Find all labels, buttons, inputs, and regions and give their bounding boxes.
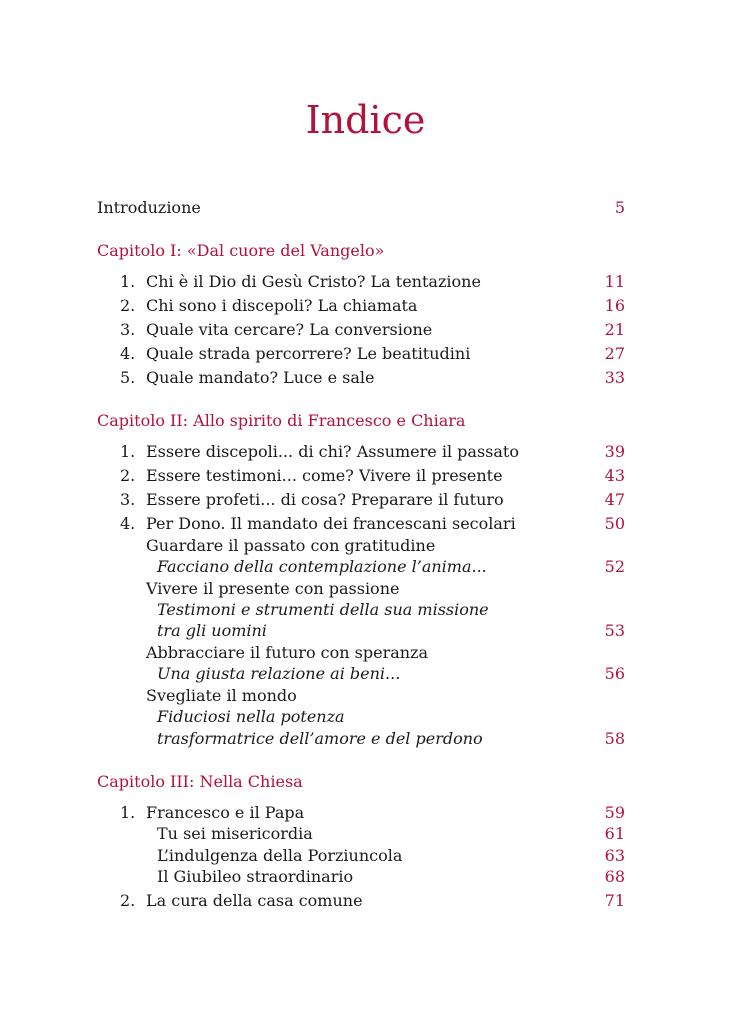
toc-page: 27 bbox=[604, 344, 625, 363]
toc-label: Il Giubileo straordinario bbox=[157, 867, 354, 886]
toc-page: 43 bbox=[604, 466, 625, 485]
toc-number: 2. bbox=[120, 466, 136, 485]
toc-page: 63 bbox=[604, 846, 625, 865]
toc-number: 5. bbox=[120, 368, 136, 387]
toc-page: 33 bbox=[604, 368, 625, 387]
toc-page: 58 bbox=[604, 729, 625, 748]
toc-entry[interactable] bbox=[0, 441, 731, 463]
toc-page: 61 bbox=[604, 824, 625, 843]
toc-entry[interactable] bbox=[0, 319, 731, 341]
toc-entry[interactable] bbox=[0, 513, 731, 535]
toc-subheading[interactable] bbox=[0, 578, 731, 600]
toc-subentry[interactable] bbox=[0, 620, 731, 642]
page-title: Indice bbox=[305, 98, 426, 142]
toc-label: Quale vita cercare? La conversione bbox=[146, 320, 433, 339]
toc-entry[interactable] bbox=[0, 489, 731, 511]
toc-number: 4. bbox=[120, 344, 136, 363]
toc-label: Essere profeti... di cosa? Preparare il futuro bbox=[146, 490, 504, 509]
toc-entry[interactable] bbox=[0, 890, 731, 912]
toc-page: 39 bbox=[604, 442, 625, 461]
toc-label: Quale mandato? Luce e sale bbox=[146, 368, 375, 387]
toc-label: tra gli uomini bbox=[157, 621, 267, 640]
toc-label: La cura della casa comune bbox=[146, 891, 363, 910]
toc-label: Chi sono i discepoli? La chiamata bbox=[146, 296, 418, 315]
toc-label: Per Dono. Il mandato dei francescani secolari bbox=[146, 514, 516, 533]
toc-number: 1. bbox=[120, 442, 136, 461]
toc-subheading[interactable] bbox=[0, 535, 731, 557]
toc-subentry[interactable] bbox=[0, 845, 731, 867]
toc-label: Guardare il passato con gratitudine bbox=[146, 536, 436, 555]
chapter-title: Capitolo II: Allo spirito di Francesco e Chiara bbox=[97, 411, 466, 430]
toc-label: Fiduciosi nella potenza bbox=[157, 707, 345, 726]
toc-subentry[interactable] bbox=[0, 599, 731, 621]
chapter-heading-2[interactable] bbox=[0, 410, 731, 432]
toc-subentry[interactable] bbox=[0, 556, 731, 578]
toc-entry[interactable] bbox=[0, 367, 731, 389]
chapter-heading-1[interactable] bbox=[0, 240, 731, 262]
toc-number: 4. bbox=[120, 514, 136, 533]
toc-label: Introduzione bbox=[97, 198, 201, 217]
toc-label: Quale strada percorrere? Le beatitudini bbox=[146, 344, 471, 363]
toc-entry[interactable] bbox=[0, 271, 731, 293]
chapter-title: Capitolo I: «Dal cuore del Vangelo» bbox=[97, 241, 385, 260]
toc-entry[interactable] bbox=[0, 343, 731, 365]
toc-number: 3. bbox=[120, 320, 136, 339]
toc-label: Vivere il presente con passione bbox=[146, 579, 400, 598]
toc-label: Abbracciare il futuro con speranza bbox=[146, 643, 429, 662]
toc-subentry[interactable] bbox=[0, 728, 731, 750]
toc-label: Chi è il Dio di Gesù Cristo? La tentazione bbox=[146, 272, 481, 291]
toc-label: Essere discepoli... di chi? Assumere il passato bbox=[146, 442, 519, 461]
toc-number: 3. bbox=[120, 490, 136, 509]
toc-label: Essere testimoni... come? Vivere il presente bbox=[146, 466, 503, 485]
toc-number: 1. bbox=[120, 803, 136, 822]
toc-page: 50 bbox=[604, 514, 625, 533]
toc-page: 47 bbox=[604, 490, 625, 509]
toc-page: 21 bbox=[604, 320, 625, 339]
toc-page: 11 bbox=[604, 272, 625, 291]
toc-subentry[interactable] bbox=[0, 663, 731, 685]
toc-label: trasformatrice dell’amore e del perdono bbox=[157, 729, 483, 748]
toc-page: 56 bbox=[604, 664, 625, 683]
toc-subentry[interactable] bbox=[0, 866, 731, 888]
toc-page: 59 bbox=[604, 803, 625, 822]
toc-page: 5 bbox=[614, 198, 625, 217]
toc-label: L’indulgenza della Porziuncola bbox=[157, 846, 403, 865]
toc-page: 52 bbox=[604, 557, 625, 576]
toc-page: 53 bbox=[604, 621, 625, 640]
toc-label: Facciano della contemplazione l’anima... bbox=[157, 557, 487, 576]
toc-number: 2. bbox=[120, 891, 136, 910]
toc-entry-introduzione[interactable] bbox=[0, 197, 731, 219]
toc-label: Francesco e il Papa bbox=[146, 803, 305, 822]
toc-label: Tu sei misericordia bbox=[157, 824, 313, 843]
toc-subheading[interactable] bbox=[0, 642, 731, 664]
chapter-title: Capitolo III: Nella Chiesa bbox=[97, 772, 303, 791]
toc-label: Una giusta relazione ai beni... bbox=[157, 664, 401, 683]
toc-subentry[interactable] bbox=[0, 706, 731, 728]
toc-number: 2. bbox=[120, 296, 136, 315]
toc-entry[interactable] bbox=[0, 802, 731, 824]
toc-subentry[interactable] bbox=[0, 823, 731, 845]
toc-label: Testimoni e strumenti della sua missione bbox=[157, 600, 489, 619]
toc-page: 68 bbox=[604, 867, 625, 886]
toc-entry[interactable] bbox=[0, 465, 731, 487]
toc-page: 71 bbox=[604, 891, 625, 910]
toc-subheading[interactable] bbox=[0, 685, 731, 707]
toc-number: 1. bbox=[120, 272, 136, 291]
toc-entry[interactable] bbox=[0, 295, 731, 317]
toc-page: 16 bbox=[604, 296, 625, 315]
toc-label: Svegliate il mondo bbox=[146, 686, 297, 705]
chapter-heading-3[interactable] bbox=[0, 771, 731, 793]
